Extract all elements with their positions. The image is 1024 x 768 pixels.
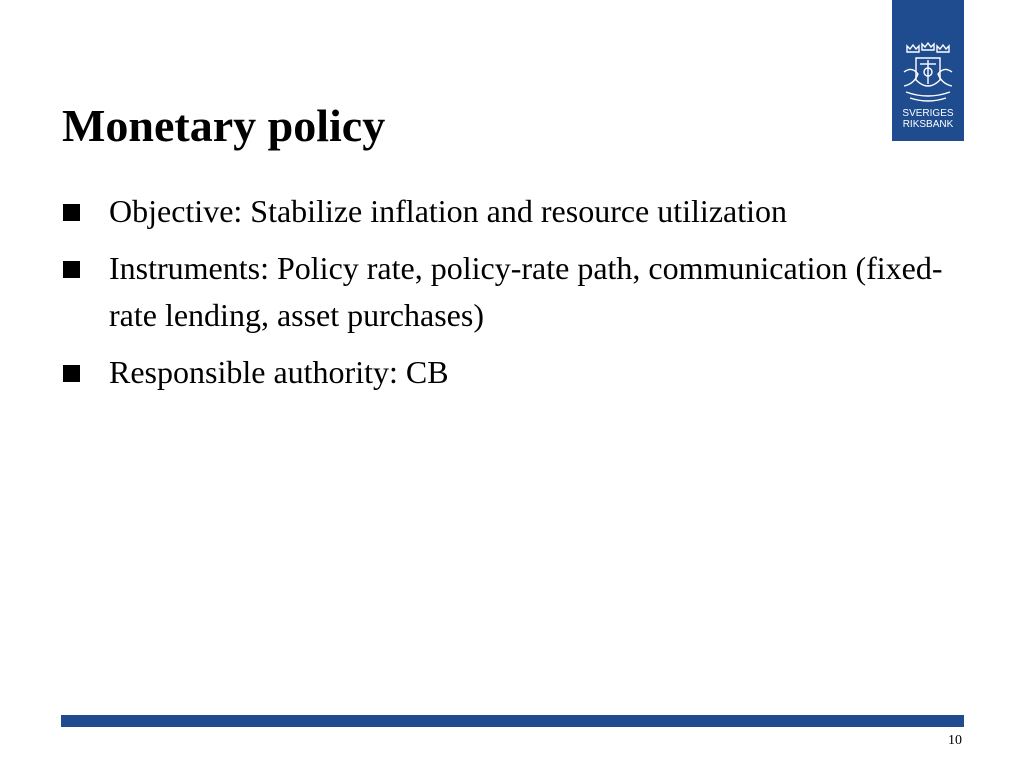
square-bullet-icon [63,365,80,382]
bullet-text: Objective: Stabilize inflation and resource utilization [109,193,787,229]
bullet-item-authority [62,349,962,396]
logo-text-line1: SVERIGES [902,108,954,119]
bullet-list [62,188,962,406]
bullet-item-objective [62,188,962,235]
square-bullet-icon [63,261,80,278]
bullet-item-instruments [62,245,962,339]
page-number: 10 [948,733,962,748]
footer-bar [61,715,964,727]
bullet-text: Responsible authority: CB [109,354,449,390]
riksbank-logo [892,0,964,141]
slide-title: Monetary policy [62,100,386,151]
logo-text-line2: RIKSBANK [902,119,954,130]
bullet-text: Instruments: Policy rate, policy-rate path, communication (fixed-rate lending, asset purchases) [109,250,943,333]
square-bullet-icon [63,204,80,221]
